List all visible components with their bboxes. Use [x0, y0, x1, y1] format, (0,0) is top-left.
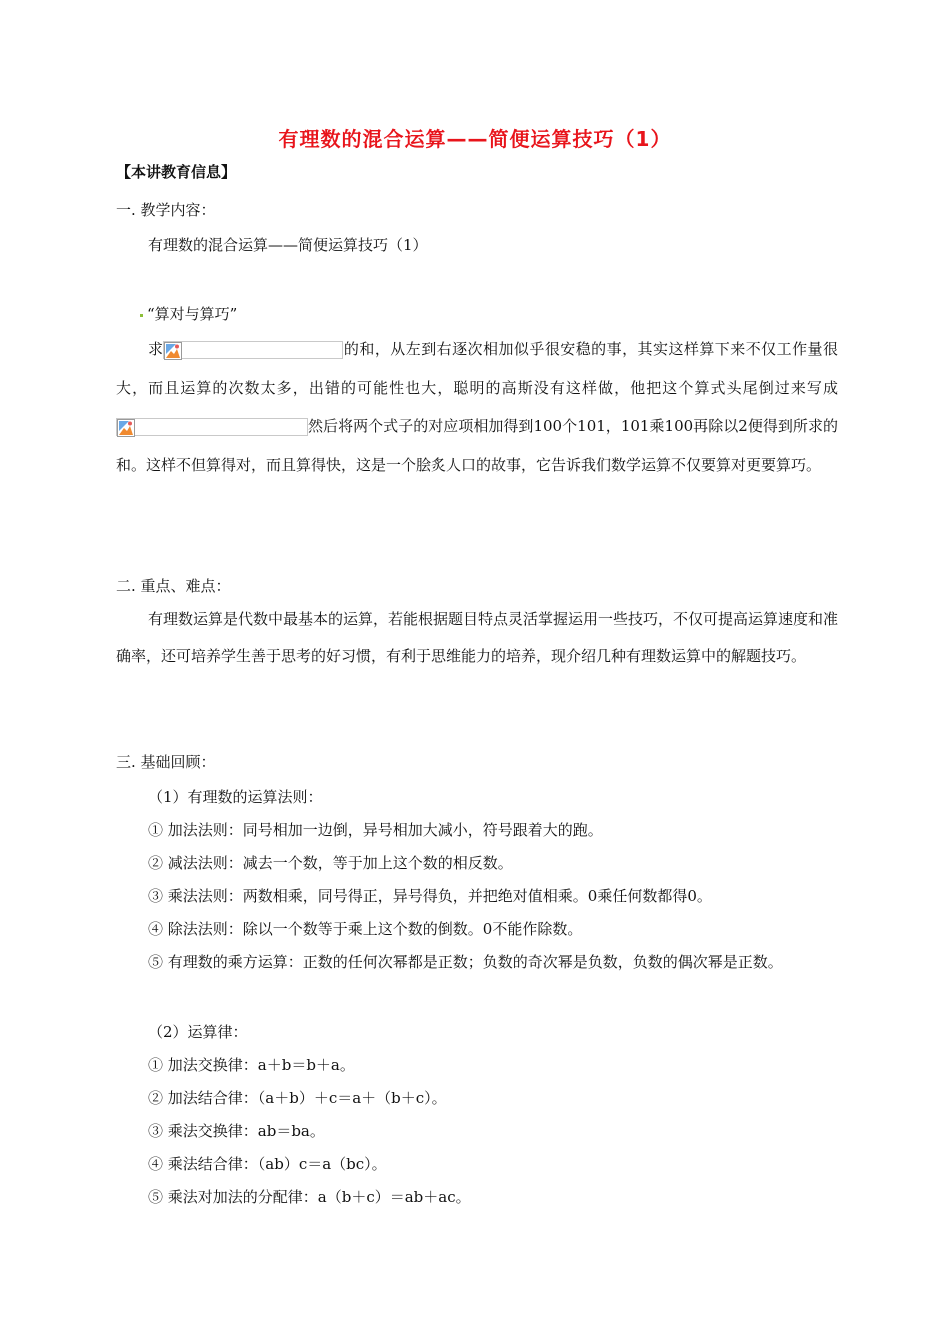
- law-item: ⑤ 乘法对加法的分配律：a（b＋c）＝ab＋ac。: [148, 1188, 471, 1206]
- laws-title: （2）运算律：: [148, 1023, 248, 1041]
- law-item: ② 加法结合律：（a＋b）＋c＝a＋（b＋c）。: [148, 1089, 447, 1107]
- law-item: ④ 乘法结合律：（ab）c＝a（bc）。: [148, 1155, 387, 1173]
- section-2-body: 有理数运算是代数中最基本的运算，若能根据题目特点灵活掌握运用一些技巧，不仅可提高运算速度和准确率，还可培养学生善于思考的好习惯，有利于思维能力的培养，现介绍几种有理数运算中的解题技巧。: [116, 610, 839, 665]
- section-1-heading: 一. 教学内容：: [116, 201, 216, 219]
- section-2-heading: 二. 重点、难点：: [116, 577, 231, 595]
- quote-title: [140, 304, 237, 324]
- rule-item-5: ⑤ 有理数的乘方运算：正数的任何次幂都是正数；负数的奇次幂是负数，负数的偶次幂是正数。: [148, 953, 783, 971]
- gauss-paragraph-b: 然后将两个式子的对应项相加得到100个101，101乘100再除以2便得到所求的和。这样不但算得对，而且算得快，这是一个脍炙人口的故事，它告诉我们数学运算不仅要算对更要算巧。: [116, 417, 838, 474]
- broken-image-icon: [117, 419, 135, 437]
- rule-item: ④ 除法法则：除以一个数等于乘上这个数的倒数。0不能作除数。: [148, 920, 583, 938]
- gauss-paragraph-start: 求: [148, 340, 164, 358]
- formula-image-2: [116, 418, 308, 436]
- rule-item: ① 加法法则：同号相加一边倒，异号相加大减小，符号跟着大的跑。: [148, 821, 603, 839]
- gauss-paragraph-a: 的和，从左到右逐次相加似乎很安稳的事，其实这样算下来不仅工作量很大，而且运算的次数太多，出错的可能性也大，聪明的高斯没有这样做，他把这个算式头尾倒过来写成: [116, 340, 838, 397]
- page-title: 有理数的混合运算——简便运算技巧（1）: [278, 127, 672, 151]
- law-item: ③ 乘法交换律：ab＝ba。: [148, 1122, 325, 1140]
- rule-item: ② 减法法则：减去一个数，等于加上这个数的相反数。: [148, 854, 513, 872]
- rule-item: ③ 乘法法则：两数相乘，同号得正，异号得负，并把绝对值相乘。0乘任何数都得0。: [148, 887, 712, 905]
- law-item: ① 加法交换律：a＋b＝b＋a。: [148, 1056, 355, 1074]
- section-header: 【本讲教育信息】: [116, 163, 237, 181]
- topic-line: 有理数的混合运算——简便运算技巧（1）: [148, 236, 428, 254]
- section-3-heading: 三. 基础回顾：: [116, 753, 216, 771]
- formula-image-1: [163, 341, 343, 359]
- broken-image-icon: [164, 342, 182, 360]
- gauss-paragraph: [116, 330, 838, 484]
- bullet-dot-icon: [140, 314, 143, 317]
- quote-title-text: “算对与算巧”: [147, 305, 238, 323]
- rules-title: （1）有理数的运算法则：: [148, 788, 323, 806]
